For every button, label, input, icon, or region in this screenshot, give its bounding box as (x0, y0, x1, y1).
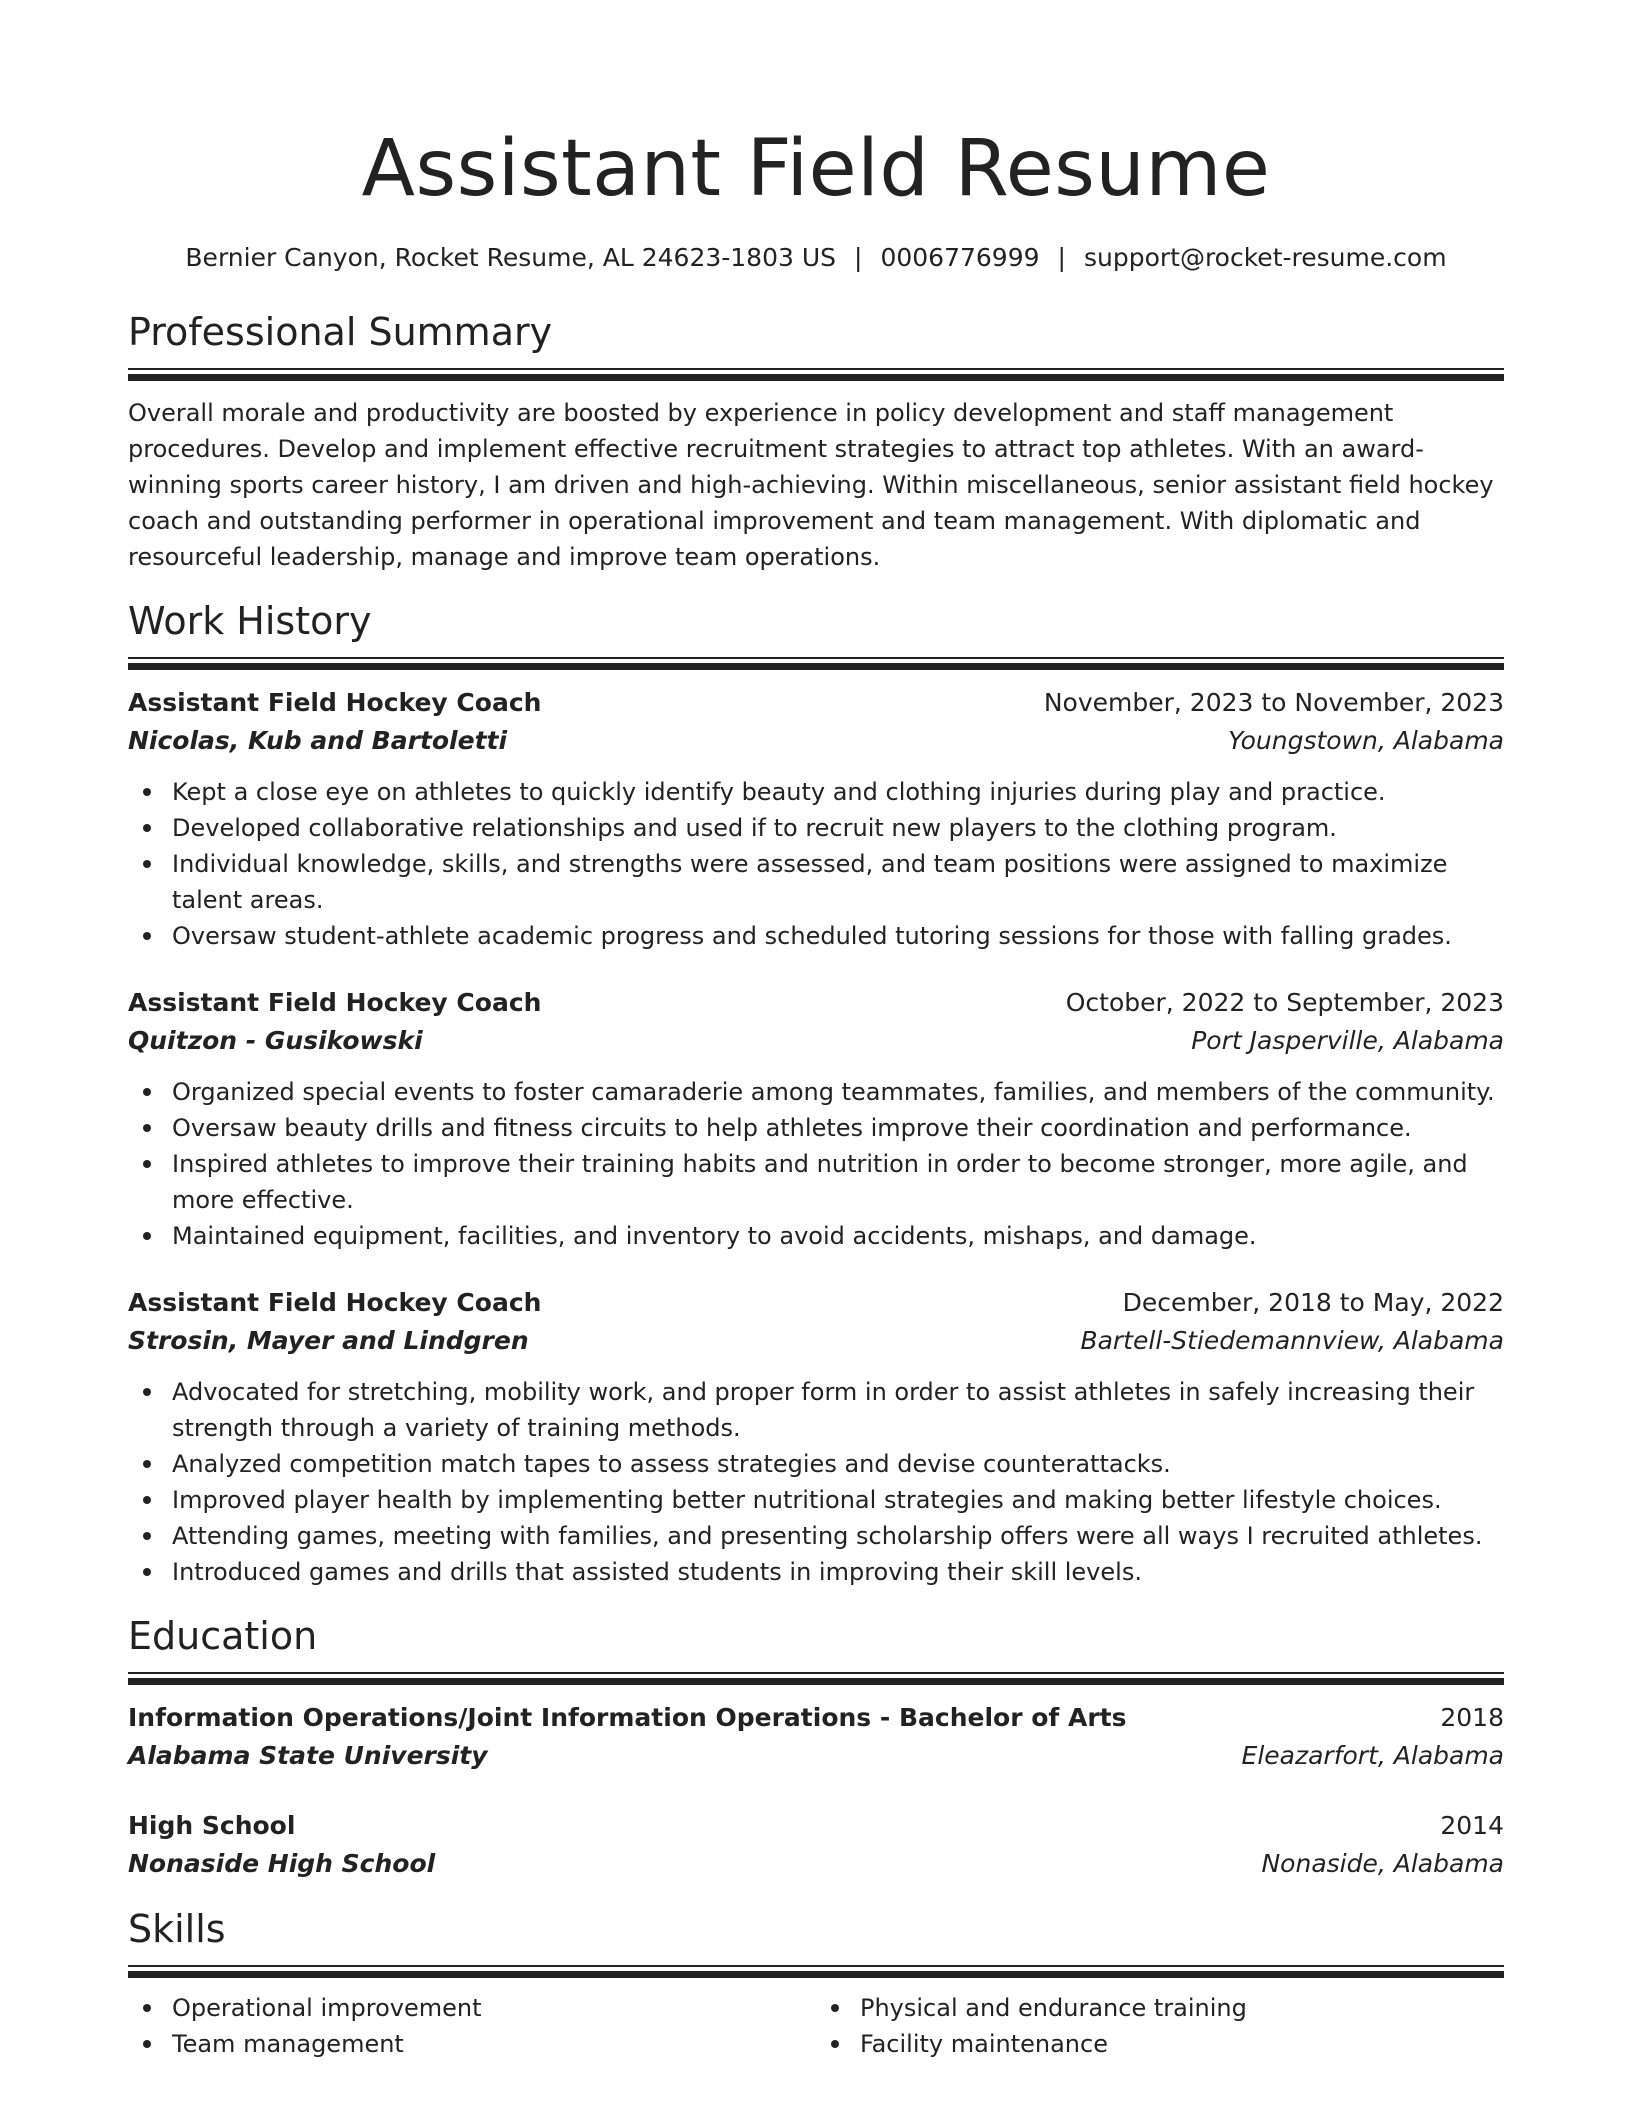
job-bullets (128, 774, 1504, 954)
contact-phone: 0006776999 (880, 243, 1040, 272)
education-school: Alabama State University (128, 1741, 488, 1770)
section-heading-summary: Professional Summary (128, 310, 553, 354)
contact-separator: | (854, 243, 863, 272)
section-heading-skills: Skills (128, 1907, 226, 1951)
education-degree: High School (128, 1811, 296, 1840)
job-subheader (128, 1022, 1504, 1060)
job-header (128, 684, 1504, 722)
list-item: Analyzed competition match tapes to assess strategies and devise counterattacks. (128, 1446, 1504, 1482)
job-location: Youngstown, Alabama (1228, 726, 1504, 755)
education-section (128, 1612, 1504, 1883)
skills-list-left (128, 1990, 816, 2062)
list-item: Individual knowledge, skills, and strengths were assessed, and team positions were assigned to maximize talent areas. (128, 846, 1504, 918)
job-bullets (128, 1074, 1504, 1254)
summary-text: Overall morale and productivity are boosted by experience in policy development and staff management procedures. Develop and implement effective recruitment strategies to attract top athletes. With an award-winning sports career history, I am driven and high-achieving. Within miscellaneous, senior assistant field hockey coach and outstanding performer in operational improvement and team management. With diplomatic and resourceful leadership, manage and improve team operations. (128, 399, 1494, 571)
education-header (128, 1699, 1504, 1737)
education-entry (128, 1699, 1504, 1775)
job-title: Assistant Field Hockey Coach (128, 688, 542, 717)
job-dates: December, 2018 to May, 2022 (1122, 1288, 1504, 1317)
resume-title: Assistant Field Resume (361, 124, 1271, 214)
job-header (128, 1284, 1504, 1322)
list-item: Improved player health by implementing better nutritional strategies and making better lifestyle choices. (128, 1482, 1504, 1518)
education-subheader (128, 1845, 1504, 1883)
job-entry (128, 984, 1504, 1254)
section-divider (128, 657, 1504, 670)
work-history-section (128, 597, 1504, 1590)
section-divider (128, 1672, 1504, 1685)
list-item: Attending games, meeting with families, and presenting scholarship offers were all ways I recruited athletes. (128, 1518, 1504, 1554)
contact-line (128, 242, 1504, 274)
list-item: Inspired athletes to improve their training habits and nutrition in order to become stronger, more agile, and more effective. (128, 1146, 1504, 1218)
skills-section (128, 1905, 1504, 2062)
job-dates: November, 2023 to November, 2023 (1043, 688, 1504, 717)
job-subheader (128, 722, 1504, 760)
job-company: Nicolas, Kub and Bartoletti (128, 726, 508, 755)
education-location: Nonaside, Alabama (1261, 1849, 1504, 1878)
skills-columns (128, 1990, 1504, 2062)
job-title: Assistant Field Hockey Coach (128, 988, 542, 1017)
job-subheader (128, 1322, 1504, 1360)
contact-email[interactable]: support@rocket-resume.com (1083, 243, 1447, 272)
section-divider (128, 1965, 1504, 1978)
job-location: Bartell-Stiedemannview, Alabama (1080, 1326, 1504, 1355)
list-item: Kept a close eye on athletes to quickly identify beauty and clothing injuries during play and practice. (128, 774, 1504, 810)
skills-list-right (816, 1990, 1504, 2062)
list-item: Introduced games and drills that assisted students in improving their skill levels. (128, 1554, 1504, 1590)
job-entry (128, 1284, 1504, 1590)
job-header (128, 984, 1504, 1022)
education-subheader (128, 1737, 1504, 1775)
list-item: Oversaw beauty drills and fitness circuits to help athletes improve their coordination and performance. (128, 1110, 1504, 1146)
list-item: Organized special events to foster camaraderie among teammates, families, and members of the community. (128, 1074, 1504, 1110)
job-company: Quitzon - Gusikowski (128, 1026, 423, 1055)
job-bullets (128, 1374, 1504, 1590)
list-item: Operational improvement (128, 1990, 816, 2026)
education-degree: Information Operations/Joint Information Operations - Bachelor of Arts (128, 1703, 1127, 1732)
education-entry (128, 1807, 1504, 1883)
section-heading-work-history: Work History (128, 599, 372, 643)
list-item: Developed collaborative relationships and used if to recruit new players to the clothing program. (128, 810, 1504, 846)
contact-address: Bernier Canyon, Rocket Resume, AL 24623-1803 US (185, 243, 837, 272)
education-year: 2014 (1440, 1811, 1504, 1840)
list-item: Physical and endurance training (816, 1990, 1504, 2026)
list-item: Team management (128, 2026, 816, 2062)
job-location: Port Jasperville, Alabama (1191, 1026, 1504, 1055)
list-item: Oversaw student-athlete academic progress and scheduled tutoring sessions for those with falling grades. (128, 918, 1504, 954)
education-school: Nonaside High School (128, 1849, 436, 1878)
job-title: Assistant Field Hockey Coach (128, 1288, 542, 1317)
list-item: Facility maintenance (816, 2026, 1504, 2062)
job-dates: October, 2022 to September, 2023 (1065, 988, 1504, 1017)
section-heading-education: Education (128, 1614, 318, 1658)
list-item: Maintained equipment, facilities, and inventory to avoid accidents, mishaps, and damage. (128, 1218, 1504, 1254)
education-header (128, 1807, 1504, 1845)
section-divider (128, 368, 1504, 381)
job-entry (128, 684, 1504, 954)
job-company: Strosin, Mayer and Lindgren (128, 1326, 529, 1355)
education-location: Eleazarfort, Alabama (1241, 1741, 1504, 1770)
list-item: Advocated for stretching, mobility work, and proper form in order to assist athletes in safely increasing their strength through a variety of training methods. (128, 1374, 1504, 1446)
education-year: 2018 (1440, 1703, 1504, 1732)
contact-separator: | (1057, 243, 1066, 272)
summary-section (128, 308, 1504, 575)
